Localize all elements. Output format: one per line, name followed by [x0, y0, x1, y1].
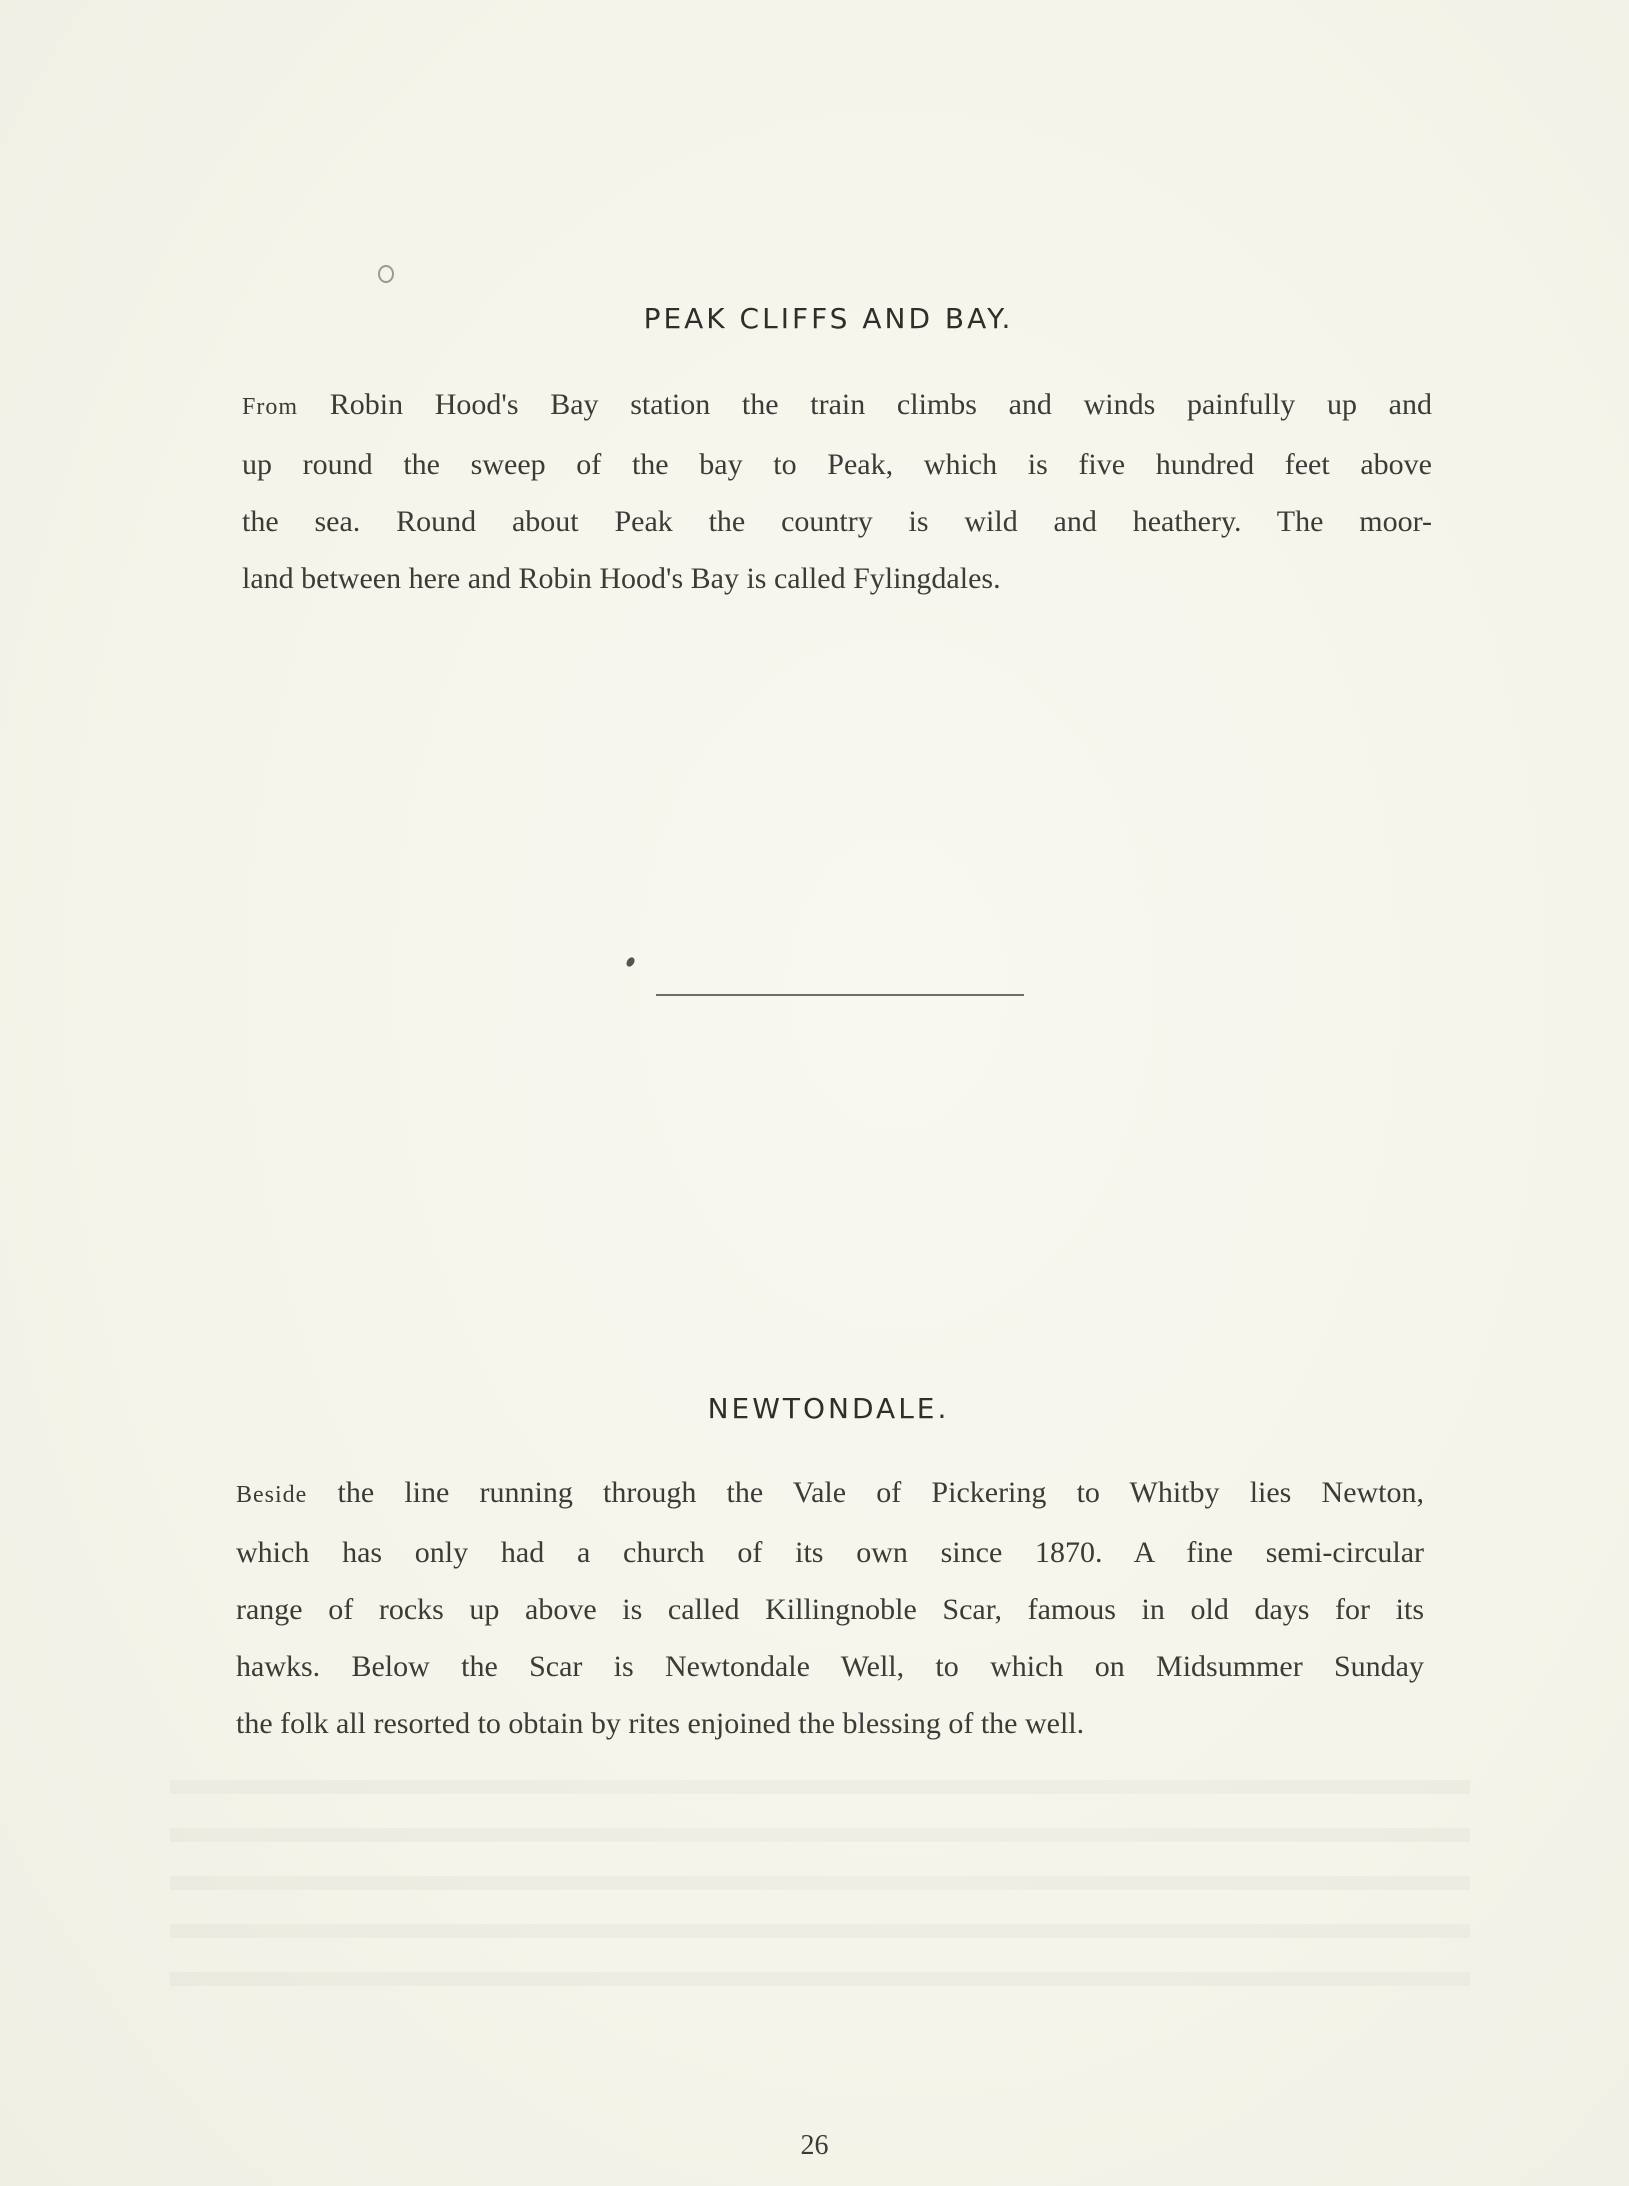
paragraph-line: land between here and Robin Hood's Bay is called Fylingdales.: [242, 562, 1001, 595]
section-heading-peak-cliffs: PEAK CLIFFS AND BAY.: [643, 302, 1014, 335]
paragraph-line: the sea. Round about Peak the country is wild and heathery. The moor-: [242, 505, 1432, 538]
paragraph-line: which has only had a church of its own since 1870. A fine semi-circular: [236, 1536, 1424, 1569]
paper-speck: [378, 265, 394, 283]
paragraph-line: range of rocks up above is called Killingnoble Scar, famous in old days for its: [236, 1593, 1424, 1626]
show-through-text: [170, 1780, 1470, 2000]
drop-lead-word: Beside: [236, 1482, 308, 1508]
paragraph-line-text: Robin Hood's Bay station the train climbs and winds painfully up and: [329, 388, 1433, 421]
paragraph-line: [236, 1464, 1424, 1524]
paragraph-line-text: the line running through the Vale of Pickering to Whitby lies Newton,: [337, 1476, 1425, 1509]
paragraph-line: [242, 376, 1432, 436]
paragraph-line: up round the sweep of the bay to Peak, which is five hundred feet above: [242, 448, 1432, 481]
drop-lead-word: From: [242, 394, 299, 420]
ink-speck: [625, 956, 636, 968]
paragraph-newtondale: [236, 1464, 1424, 1752]
page-number: 26: [800, 2130, 829, 2161]
section-divider: [656, 994, 1024, 996]
section-heading-newtondale: NEWTONDALE.: [707, 1392, 950, 1425]
paragraph-line: hawks. Below the Scar is Newtondale Well, to which on Midsummer Sunday: [236, 1650, 1424, 1683]
paragraph-peak-cliffs: [242, 376, 1432, 607]
paragraph-line: the folk all resorted to obtain by rites enjoined the blessing of the well.: [236, 1707, 1085, 1740]
